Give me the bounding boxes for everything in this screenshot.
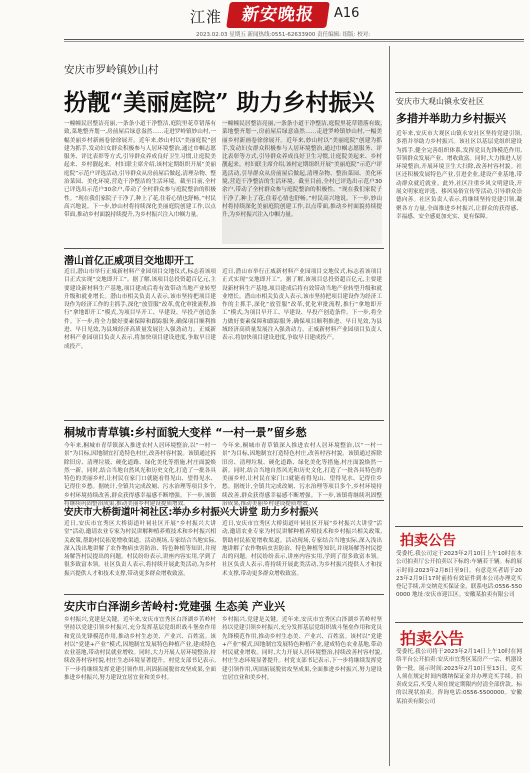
article-title: 安庆市白泽湖乡苦岭村:党建强 生态美 产业兴 bbox=[64, 600, 286, 613]
issue-meta: 2023.02.03 星期五 新闻热线:0551-62633900 责任编辑: 组版: 校对: bbox=[196, 32, 371, 38]
divider bbox=[64, 594, 384, 595]
divider bbox=[395, 526, 523, 527]
masthead bbox=[0, 0, 530, 40]
article-body: 今年来,桐城市青草镇深入推进农村人居环境整治,以“一村一景”为目标,因地制宜打造特色村庄,改善村容村貌。该镇通过拆除旧房、清理垃圾、硬化道路、绿化美化等措施,村庄面貌焕然一新。同时,结合当地自然风光和历史文化,打造了一批各具特色的美丽乡村,让村民在家门口就能看得见山、望得见水、记得住乡愁。据统计,全镇共完成改厕、污水治理等项目多个,乡村环境持续改善,群众获得感幸福感不断增强。下一步,该镇将继续巩固整治成果,推动美丽乡村建设提质增效。 bbox=[64, 443, 216, 508]
article-title: 桐城市青草镇:乡村面貌大变样 “一村一景”留乡愁 bbox=[64, 426, 307, 439]
masthead-rule bbox=[64, 39, 524, 40]
article-body: 乡村振兴,党建是关键。近年来,安庆市宜秀区白泽湖乡苦岭村坚持以党建引领乡村振兴,充分发挥基层党组织战斗堡垒作用和党员先锋模范作用,推动乡村生态美、产业兴、百姓富。该村以“党建+产业”模式,因地制宜发展特色种植产业,建成特色农业基地,带动村民就业增收。同时,大力开展人居环境整治,持续改善村容村貌,村庄生态环境显著提升。村党支部书记表示,下一步将继续发挥党建引领作用,巩固拓展脱贫攻坚成果,全面推进乡村振兴,努力建设宜居宜业和美乡村。 bbox=[222, 617, 382, 682]
auction-notice-title: 拍卖公告 bbox=[400, 533, 456, 549]
article-body: 今年来,桐城市青草镇深入推进农村人居环境整治,以“一村一景”为目标,因地制宜打造特色村庄,改善村容村貌。该镇通过拆除旧房、清理垃圾、硬化道路、绿化美化等措施,村庄面貌焕然一新。同时,结合当地自然风光和历史文化,打造了一批各具特色的美丽乡村,让村民在家门口就能看得见山、望得见水、记得住乡愁。据统计,全镇共完成改厕、污水治理等项目多个,乡村环境持续改善,群众获得感幸福感不断增强。下一步,该镇将继续巩固整治成果,推动美丽乡村建设提质增效。 bbox=[222, 443, 382, 508]
divider bbox=[395, 622, 523, 623]
auction-notice-body: 受委托,我公司将于2023年2月14日上午10时在网络平台公开拍卖:安庆市宜秀区某房产一宗、机器设备一批。展示时间:2023年2月10日至13日。竞买人须在规定时间内缴纳保证金并办理竞买手续。拍卖成交后,买受人须在规定期限内付清全部价款。标的以现状拍卖。咨询电话:0556-5500000。安徽某拍卖有限公司 bbox=[396, 649, 522, 705]
article-body: 乡村振兴,党建是关键。近年来,安庆市宜秀区白泽湖乡苦岭村坚持以党建引领乡村振兴,充分发挥基层党组织战斗堡垒作用和党员先锋模范作用,推动乡村生态美、产业兴、百姓富。该村以“党建+产业”模式,因地制宜发展特色种植产业,建成特色农业基地,带动村民就业增收。同时,大力开展人居环境整治,持续改善村容村貌,村庄生态环境显著提升。村党支部书记表示,下一步将继续发挥党建引领作用,巩固拓展脱贫攻坚成果,全面推进乡村振兴,努力建设宜居宜业和美乡村。 bbox=[64, 617, 216, 682]
lead-kicker: 安庆市罗岭镇妙山村 bbox=[64, 64, 159, 76]
auction-notice-body: 受委托,我公司定于2023年2月10日上午10时在本公司拍卖厅公开拍卖以下标的:车辆若干辆。标的展示时间:2023年2月8日至9日。有意竞买者请于2023年2月9日17时前持有效证件到本公司办理竞买登记手续,并交纳竞买保证金。联系电话:0556-5500000 地址:安庆市迎江区。安徽某拍卖有限公司 bbox=[396, 551, 522, 599]
lead-body-col1: 一幢幢民居整洁亮丽,一条条小道干净整洁,庭院里花草错落有致,菜地整齐划一,房前屋后绿意盎然……走进罗岭镇妙山村,一幅美丽乡村新画卷徐徐展开。近年来,妙山村以“美丽庭院”创建为抓手,发动妇女群众积极参与人居环境整治,通过巾帼志愿服务、评比表彰等方式,引导群众养成良好卫生习惯,让庭院美起来、乡村靓起来。村妇联主席介绍,该村定期组织开展“美丽庭院”示范户评选活动,引导群众从房前屋后做起,清理杂物、整治菜园、美化环境,营造干净整洁的生活环境。截至目前,全村已评选出示范户30余户,带动了全村群众参与庭院整治的积极性。“现在我们家院子干净了,种上了花,住着心情也舒畅。”村民高兴地说。下一步,妙山村将持续深化美丽庭院创建工作,以点带面,推动乡村面貌持续提升,为乡村振兴注入巾帼力量。 bbox=[64, 121, 216, 219]
right-body: 近年来,安庆市大观区山镇永安社区坚持党建引领,多措并举助力乡村振兴。该社区以基层党组织建设为抓手,健全完善组织体系,发挥党员先锋模范作用,带领群众发展产业、增收致富。同时,大力推进人居环境整治,开展环境卫生大扫除,改善村容村貌。社区还积极发展特色产业,引进企业,建设产业基地,带动群众就近就业。此外,社区注重乡风文明建设,开展文明家庭评选、移风易俗宣传等活动,引导群众崇德向善。社区负责人表示,将继续坚持党建引领,凝聚各方力量,全面推进乡村振兴,让群众的获得感、幸福感、安全感更加充实、更有保障。 bbox=[396, 131, 522, 220]
newspaper-logo: 新安晚报 bbox=[226, 2, 330, 28]
divider bbox=[64, 420, 384, 421]
region-label: 江淮 bbox=[190, 8, 223, 26]
masthead-rule-thin bbox=[64, 41, 524, 42]
auction-notice-title: 拍卖公告 bbox=[400, 629, 465, 648]
right-kicker: 安庆市大观山镇永安社区 bbox=[396, 97, 484, 106]
article-body: 近日,潜山市举行正威新材料产业园项目交地仪式,标志着该项目正式实现“交地即开工”。据了解,该项目总投资超百亿元,主要建设新材料生产基地,项目建成后将有效带动当地产业转型升级和就业增长。潜山市相关负责人表示,该市坚持把项目建设作为经济工作的主抓手,深化“放管服”改革,优化审批流程,推行“拿地即开工”模式,为项目早开工、早建设、早投产创造条件。下一步,将全力做好要素保障和跟踪服务,确保项目顺利推进、早日见效,为县域经济高质量发展注入强劲动力。正威新材料产业园项目负责人表示,将加快项目建设进度,争取早日建成投产。 bbox=[222, 269, 382, 342]
page-number: A16 bbox=[334, 6, 360, 21]
article-title: 潜山首亿正威项目交地即开工 bbox=[64, 256, 194, 267]
lead-headline: 扮靓“美丽庭院” 助力乡村振兴 bbox=[64, 89, 375, 116]
divider bbox=[64, 248, 384, 249]
article-body: 近日,安庆市宜秀区大桥街道叶祠社区开展“乡村振兴大讲堂”活动,邀请农业专家为村民讲解种植养殖技术和乡村振兴相关政策,帮助村民拓宽增收渠道。活动现场,专家结合当地实际,深入浅出地讲解了农作物病虫害防治、特色种植等知识,并现场解答村民提出的问题。村民纷纷表示,讲座内容实用,学到了很多致富本领。社区负责人表示,将持续开展此类活动,为乡村振兴提供人才和技术支撑,带动更多群众增收致富。 bbox=[64, 521, 216, 577]
divider bbox=[395, 92, 523, 93]
right-headline: 多措并举助力乡村振兴 bbox=[396, 112, 506, 125]
article-title: 安庆市大桥街道叶祠社区:举办乡村振兴大讲堂 助力乡村振兴 bbox=[64, 507, 319, 518]
column-rule bbox=[389, 46, 390, 766]
article-body: 近日,安庆市宜秀区大桥街道叶祠社区开展“乡村振兴大讲堂”活动,邀请农业专家为村民讲解种植养殖技术和乡村振兴相关政策,帮助村民拓宽增收渠道。活动现场,专家结合当地实际,深入浅出地讲解了农作物病虫害防治、特色种植等知识,并现场解答村民提出的问题。村民纷纷表示,讲座内容实用,学到了很多致富本领。社区负责人表示,将持续开展此类活动,为乡村振兴提供人才和技术支撑,带动更多群众增收致富。 bbox=[222, 521, 382, 577]
lead-body-col2: 一幢幢民居整洁亮丽,一条条小道干净整洁,庭院里花草错落有致,菜地整齐划一,房前屋后绿意盎然……走进罗岭镇妙山村,一幅美丽乡村新画卷徐徐展开。近年来,妙山村以“美丽庭院”创建为抓手,发动妇女群众积极参与人居环境整治,通过巾帼志愿服务、评比表彰等方式,引导群众养成良好卫生习惯,让庭院美起来、乡村靓起来。村妇联主席介绍,该村定期组织开展“美丽庭院”示范户评选活动,引导群众从房前屋后做起,清理杂物、整治菜园、美化环境,营造干净整洁的生活环境。截至目前,全村已评选出示范户30余户,带动了全村群众参与庭院整治的积极性。“现在我们家院子干净了,种上了花,住着心情也舒畅。”村民高兴地说。下一步,妙山村将持续深化美丽庭院创建工作,以点带面,推动乡村面貌持续提升,为乡村振兴注入巾帼力量。 bbox=[222, 121, 382, 219]
article-body: 近日,潜山市举行正威新材料产业园项目交地仪式,标志着该项目正式实现“交地即开工”。据了解,该项目总投资超百亿元,主要建设新材料生产基地,项目建成后将有效带动当地产业转型升级和就业增长。潜山市相关负责人表示,该市坚持把项目建设作为经济工作的主抓手,深化“放管服”改革,优化审批流程,推行“拿地即开工”模式,为项目早开工、早建设、早投产创造条件。下一步,将全力做好要素保障和跟踪服务,确保项目顺利推进、早日见效,为县域经济高质量发展注入强劲动力。正威新材料产业园项目负责人表示,将加快项目建设进度,争取早日建成投产。 bbox=[64, 269, 216, 350]
divider bbox=[64, 500, 384, 501]
